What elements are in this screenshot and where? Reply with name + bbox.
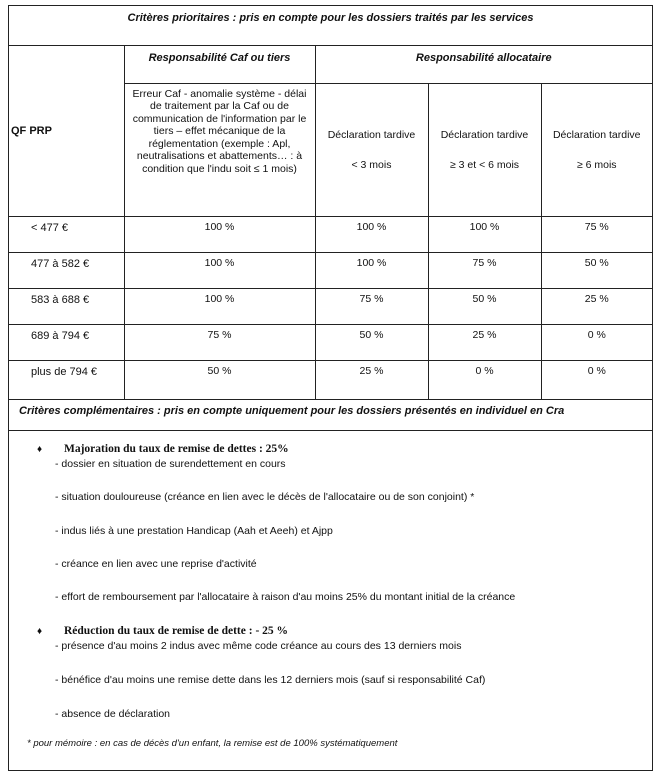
caf-responsibility-header: Responsabilité Caf ou tiers (124, 46, 315, 83)
rate-cell: 50 % (428, 288, 541, 324)
list-item: - présence d'au moins 2 indus avec même code créance au cours des 13 derniers mois (55, 640, 462, 652)
decl-col-1-sub: < 3 mois (351, 158, 392, 171)
rate-cell: 100 % (315, 252, 428, 288)
rate-cell: 75 % (541, 216, 652, 252)
list-item: - dossier en situation de surendettement en cours (55, 458, 286, 470)
table-row (9, 252, 652, 288)
rate-cell: 100 % (315, 216, 428, 252)
decl-col-2 (428, 83, 541, 216)
rate-cell: 75 % (124, 324, 315, 360)
rate-cell: 25 % (315, 360, 428, 399)
rate-cell: 25 % (428, 324, 541, 360)
rate-cell: 100 % (124, 252, 315, 288)
rate-cell: 100 % (124, 216, 315, 252)
decl-col-3-sub: ≥ 6 mois (576, 158, 617, 171)
remission-rate-table (9, 46, 652, 400)
qf-range: < 477 € (9, 216, 124, 252)
footnote: * pour mémoire : en cas de décès d'un enfant, la remise est de 100% systématiquement (27, 738, 398, 749)
table-row (9, 360, 652, 399)
rate-cell: 100 % (428, 216, 541, 252)
table-row (9, 324, 652, 360)
rate-cell: 0 % (541, 324, 652, 360)
caf-error-description: Erreur Caf - anomalie système - délai de traitement par la Caf ou de communication de l'information par le tiers – effet mécanique de la réglementation (exemple : Apl, neutralisations et abattements… : à condition que l'indu soit ≤ 1 mois) (124, 83, 315, 216)
qf-prp-header: QF PRP (9, 46, 124, 216)
list-item: - indus liés à une prestation Handicap (Aah et Aeeh) et Ajpp (55, 525, 333, 537)
rate-cell: 25 % (541, 288, 652, 324)
reduction-title: Réduction du taux de remise de dette : - 25 % (64, 625, 289, 637)
list-item: - effort de remboursement par l'allocataire à raison d'au moins 25% du montant initial de la créance (55, 591, 516, 603)
rate-cell: 50 % (124, 360, 315, 399)
list-item: - situation douloureuse (créance en lien avec le décès de l'allocataire ou de son conjoint) * (55, 491, 475, 503)
rate-cell: 75 % (315, 288, 428, 324)
qf-range: 477 à 582 € (9, 252, 124, 288)
complementary-criteria-banner: Critères complémentaires : pris en compte uniquement pour les dossiers présentés en individuel en Cra (9, 399, 652, 431)
table-row (9, 288, 652, 324)
list-item: - bénéfice d'au moins une remise dette dans les 12 derniers mois (sauf si responsabilité Caf) (55, 674, 486, 686)
decl-col-2-sub: ≥ 3 et < 6 mois (449, 158, 520, 171)
decl-col-3 (541, 83, 652, 216)
decl-col-2-title: Déclaration tardive (440, 128, 529, 141)
rate-cell: 50 % (541, 252, 652, 288)
list-item: - créance en lien avec une reprise d'activité (55, 558, 257, 570)
rate-cell: 0 % (541, 360, 652, 399)
decl-col-1 (315, 83, 428, 216)
majoration-title: Majoration du taux de remise de dettes : 25% (64, 443, 289, 455)
decl-col-1-title: Déclaration tardive (327, 128, 416, 141)
table-row (9, 216, 652, 252)
diamond-bullet-icon: ♦ (37, 626, 43, 637)
rate-cell: 100 % (124, 288, 315, 324)
qf-range: 583 à 688 € (9, 288, 124, 324)
list-item: - absence de déclaration (55, 708, 170, 720)
qf-range: 689 à 794 € (9, 324, 124, 360)
rate-cell: 0 % (428, 360, 541, 399)
rate-cell: 50 % (315, 324, 428, 360)
allocataire-responsibility-header: Responsabilité allocataire (315, 46, 652, 83)
priority-criteria-banner: Critères prioritaires : pris en compte pour les dossiers traités par les services (9, 6, 652, 46)
diamond-bullet-icon: ♦ (37, 444, 43, 455)
rate-cell: 75 % (428, 252, 541, 288)
document-page (8, 5, 653, 771)
qf-range: plus de 794 € (9, 360, 124, 399)
decl-col-3-title: Déclaration tardive (552, 128, 641, 141)
complementary-criteria-section (9, 399, 652, 770)
